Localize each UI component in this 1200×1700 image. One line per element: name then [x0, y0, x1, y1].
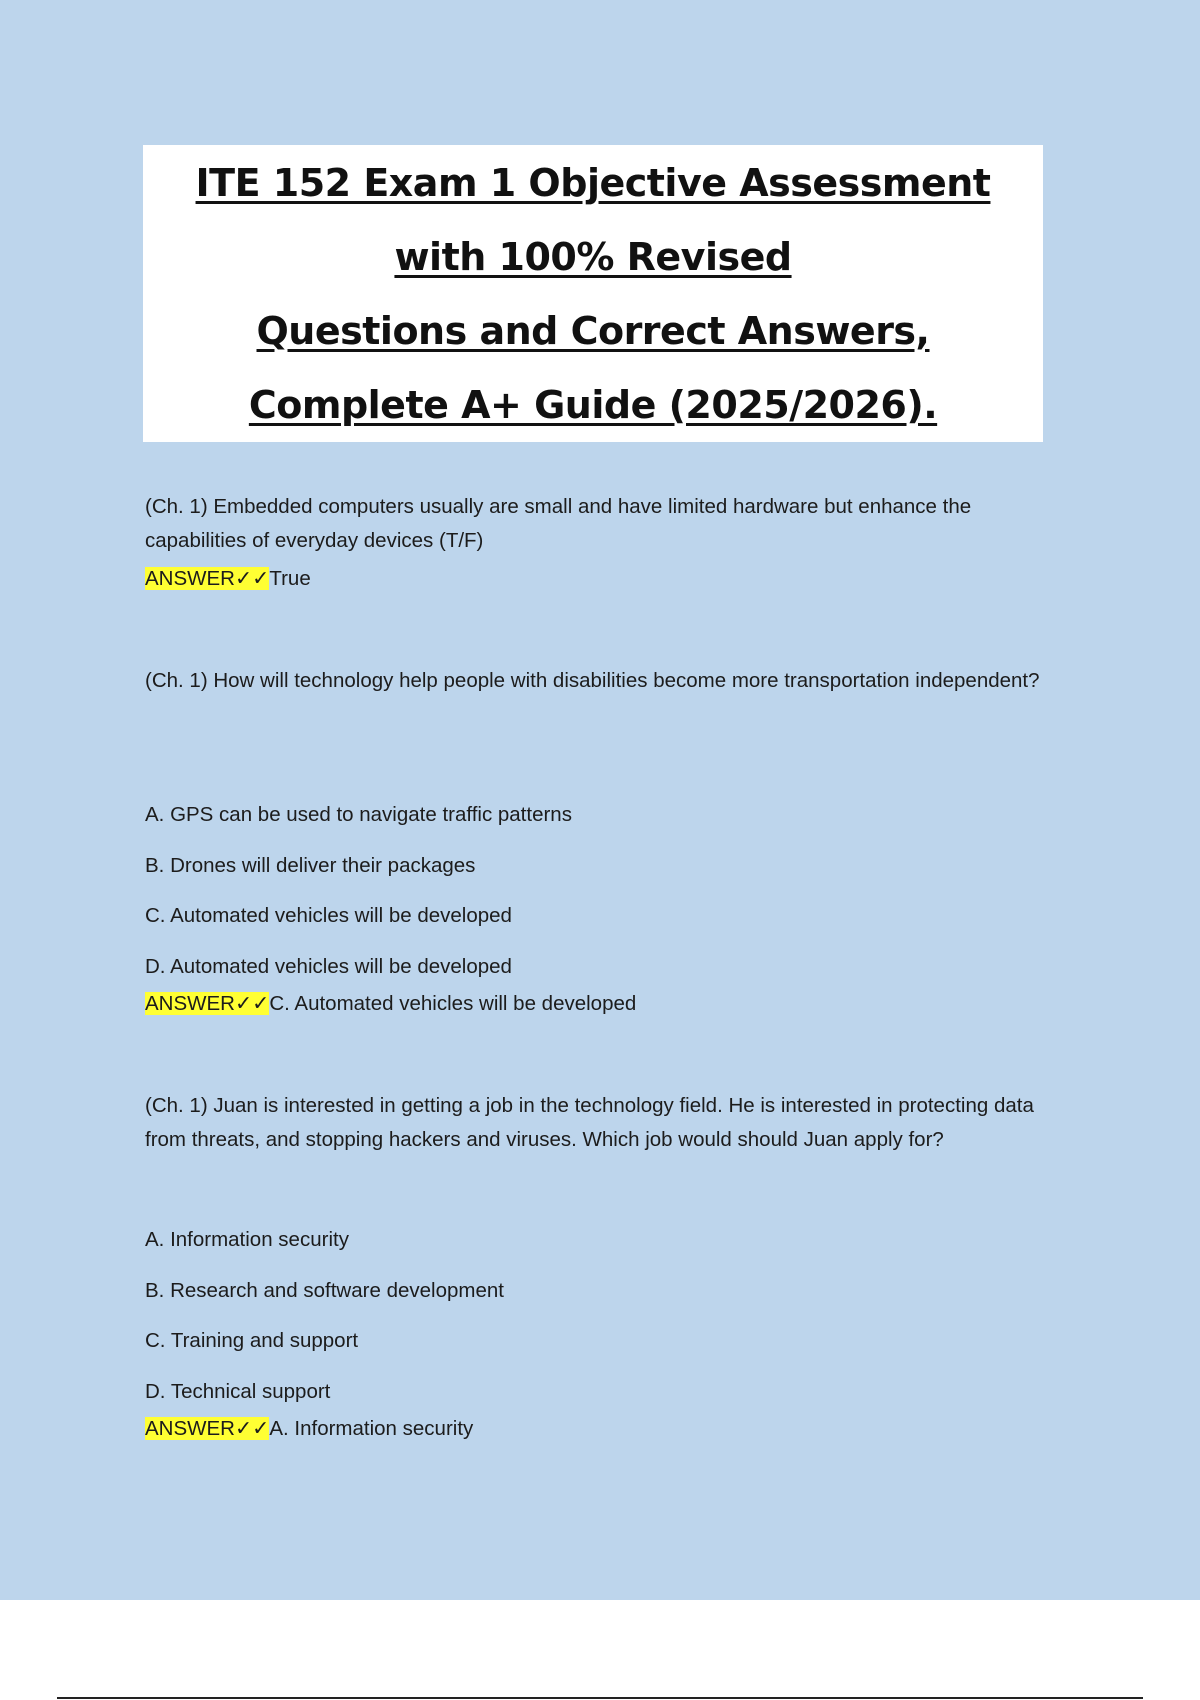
title-box — [143, 145, 1043, 442]
question-2-option-c: C. Automated vehicles will be developed — [145, 904, 512, 927]
question-3-answer — [145, 1414, 473, 1444]
question-3-option-b: B. Research and software development — [145, 1279, 504, 1302]
question-3-option-d: D. Technical support — [145, 1380, 331, 1403]
question-2-option-d: D. Automated vehicles will be developed — [145, 955, 512, 978]
question-1-text: (Ch. 1) Embedded computers usually are small and have limited hardware but enhance the capabilities of everyday devices (T/F) — [145, 495, 972, 552]
question-2-answer — [145, 989, 636, 1019]
answer-value: A. Information security — [269, 1417, 474, 1440]
answer-label-highlight: ANSWER✓✓ — [145, 567, 270, 590]
answer-value: True — [269, 567, 311, 590]
title-line: ITE 152 Exam 1 Objective Assessment — [195, 160, 991, 205]
question-3-option-a: A. Information security — [145, 1228, 349, 1251]
answer-value: C. Automated vehicles will be developed — [269, 992, 637, 1015]
question-2-text: (Ch. 1) How will technology help people with disabilities become more transportation independent? — [145, 669, 1040, 692]
question-2-option-a: A. GPS can be used to navigate traffic patterns — [145, 803, 572, 826]
answer-label-highlight: ANSWER✓✓ — [145, 1417, 270, 1440]
question-1-answer — [145, 564, 311, 594]
title-line: Questions and Correct Answers, — [256, 308, 930, 353]
question-3-option-c: C. Training and support — [145, 1329, 359, 1352]
answer-label-highlight: ANSWER✓✓ — [145, 992, 270, 1015]
title-line: Complete A+ Guide (2025/2026). — [248, 382, 938, 427]
footer-divider — [57, 1697, 1143, 1699]
title-line: with 100% Revised — [394, 234, 792, 279]
question-2-option-b: B. Drones will deliver their packages — [145, 854, 476, 877]
question-3-text: (Ch. 1) Juan is interested in getting a job in the technology field. He is interested in protecting data from threats, and stopping hackers and viruses. Which job would should Juan apply for? — [145, 1094, 1034, 1151]
